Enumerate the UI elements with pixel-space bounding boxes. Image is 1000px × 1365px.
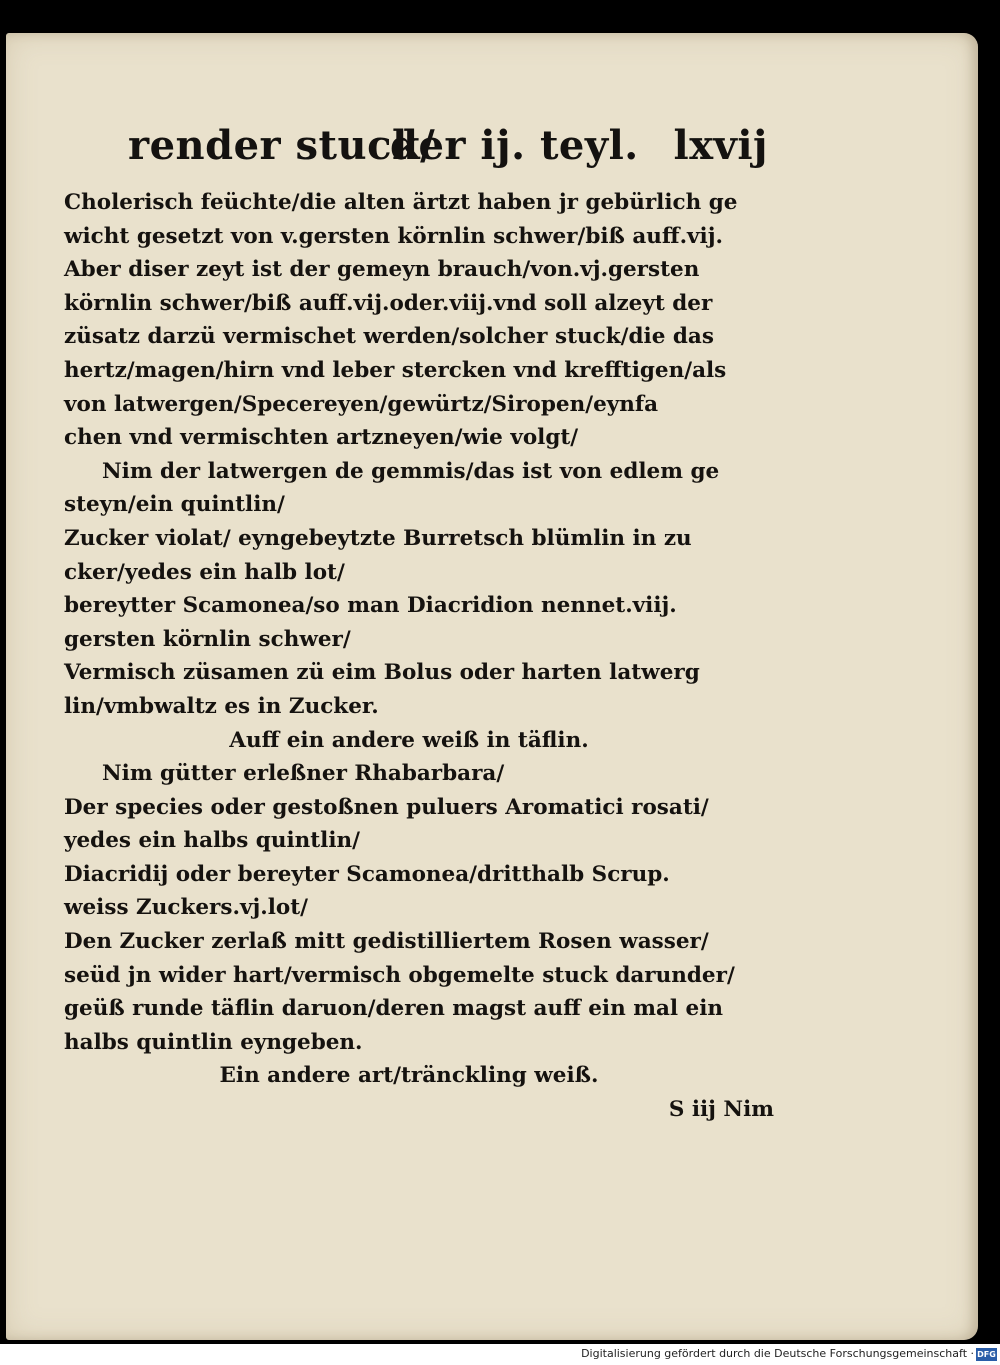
text-line: yedes ein halbs quintlin/: [64, 828, 361, 854]
text-line: Nim gütter erleßner Rhabarbara/: [102, 761, 505, 787]
text-line: von latwergen/Specereyen/gewürtz/Siropen/eynfa: [64, 391, 659, 417]
text-line: gersten körnlin schwer/: [64, 626, 351, 652]
header-middle: der ij. teyl.: [390, 122, 639, 169]
text-line: Den Zucker zerlaß mitt gedistilliertem Rosen wasser/: [64, 929, 709, 955]
text-line: weiss Zuckers.vj.lot/: [64, 895, 309, 921]
text-line: steyn/ein quintlin/: [64, 492, 285, 518]
text-line: lin/vmbwaltz es in Zucker.: [64, 693, 379, 719]
page-text: [64, 186, 784, 1127]
text-line: Diacridij oder bereyter Scamonea/dritthalb Scrup.: [64, 861, 670, 887]
text-line: seüd jn wider hart/vermisch obgemelte stuck darunder/: [64, 962, 735, 988]
section-heading: Ein andere art/tränckling weiß.: [219, 1063, 599, 1089]
text-line: cker/yedes ein halb lot/: [64, 559, 345, 585]
digitization-footer: [0, 1344, 1000, 1365]
text-line: Zucker violat/ eyngebeytzte Burretsch blümlin in zu: [64, 525, 692, 551]
folio-number: lxvij: [673, 122, 768, 169]
signature-catchword: S iij Nim: [668, 1097, 774, 1123]
text-line: Der species oder gestoßnen puluers Aromatici rosati/: [64, 794, 709, 820]
text-line: Nim der latwergen de gemmis/das ist von edlem ge: [102, 458, 720, 484]
text-line: geüß runde täflin daruon/deren magst auff ein mal ein: [64, 996, 724, 1022]
footer-credit: Digitalisierung gefördert durch die Deutsche Forschungsgemeinschaft ·: [581, 1347, 974, 1360]
text-line: körnlin schwer/biß auff.vij.oder.viij.vnd soll alzeyt der: [64, 290, 713, 316]
text-line: züsatz darzü vermischet werden/solcher stuck/die das: [64, 324, 714, 350]
section-heading: Auff ein andere weiß in täflin.: [229, 727, 589, 753]
dfg-logo: DFG: [977, 1350, 996, 1359]
header-left: render stuck/: [128, 122, 436, 169]
text-line: Aber diser zeyt ist der gemeyn brauch/von.vj.gersten: [64, 257, 700, 283]
text-line: chen vnd vermischten artzneyen/wie volgt/: [64, 425, 579, 451]
text-line: Cholerisch feüchte/die alten ärtzt haben jr gebürlich ge: [64, 190, 738, 215]
text-line: hertz/magen/hirn vnd leber stercken vnd krefftigen/als: [64, 357, 727, 383]
text-line: bereytter Scamonea/so man Diacridion nennet.viij.: [64, 593, 677, 619]
running-header: [128, 122, 768, 182]
text-line: Vermisch züsamen zü eim Bolus oder harten latwerg: [64, 660, 700, 686]
text-line: wicht gesetzt von v.gersten körnlin schwer/biß auff.vij.: [64, 223, 723, 249]
text-line: halbs quintlin eyngeben.: [64, 1029, 363, 1055]
